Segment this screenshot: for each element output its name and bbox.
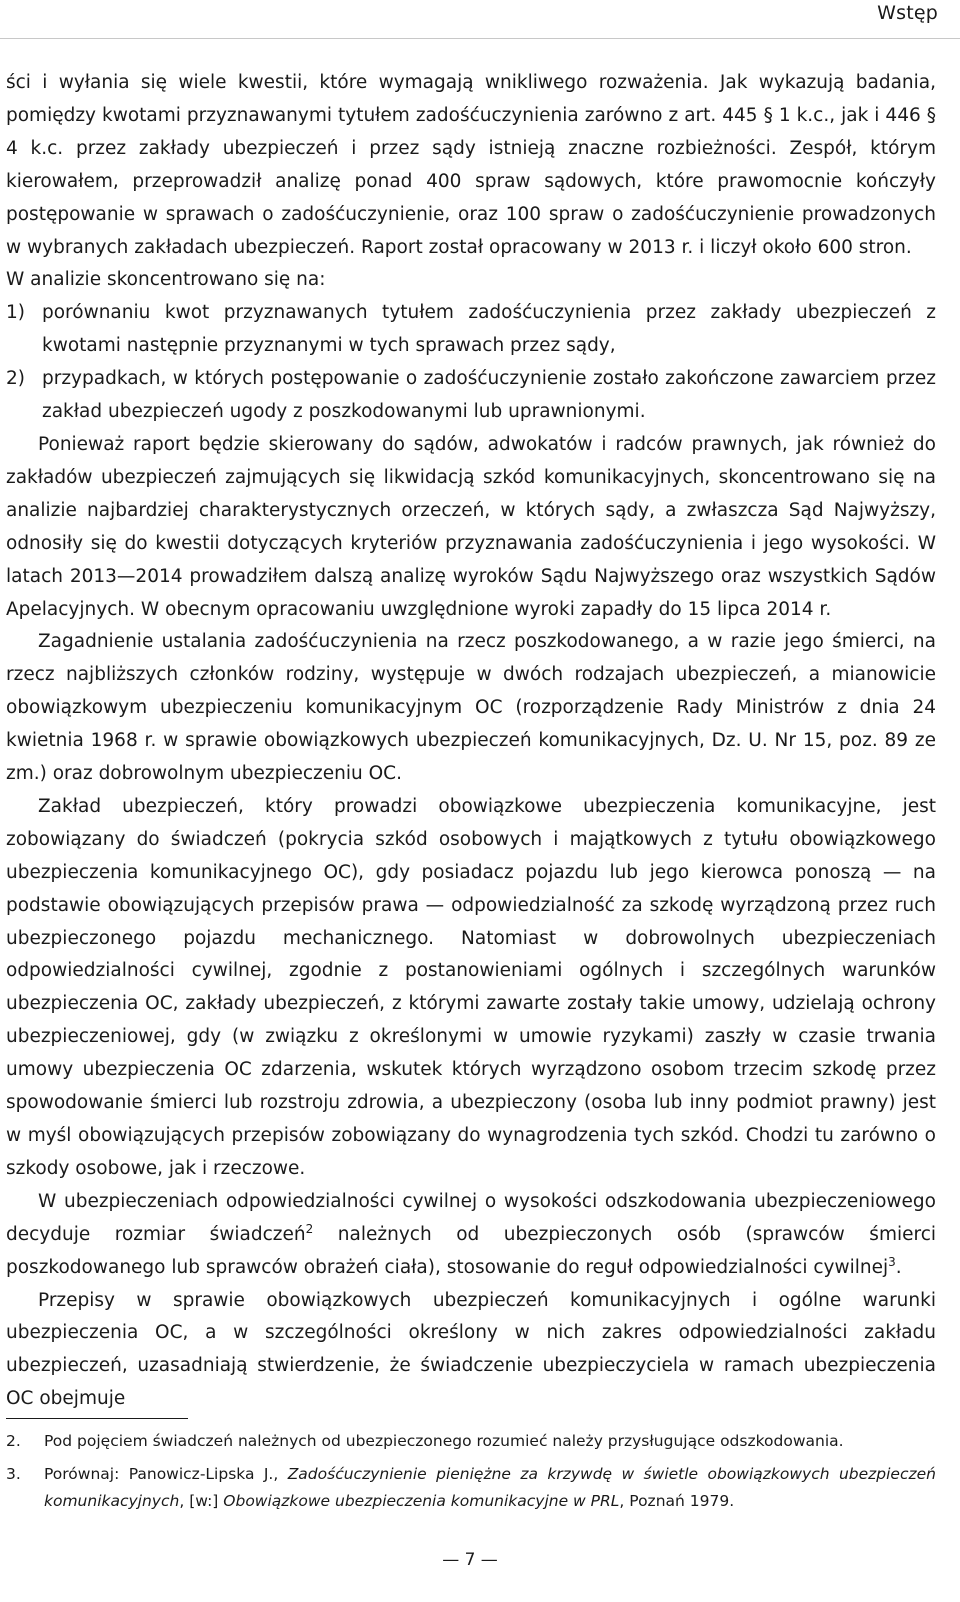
footnote-ref-2[interactable]: 2 (305, 1221, 314, 1236)
footnote-3-text-b: , [w:] (179, 1492, 224, 1510)
list-item-number: 2) (6, 368, 25, 390)
paragraph-3: Ponieważ raport będzie skierowany do sądów, adwokatów i radców prawnych, jak również do zakładów ubezpieczeń zajmujących się likwidacją szkód komunikacyjnych, skoncentrowano się na analizie najbardziej charakterystycznych orzeczeń, w których sądy, a zwłaszcza Sąd Najwyższy, odnosiły się do kwestii dotyczących kryteriów przyznawania zadośćuczynienia i jego wysokości. W latach 2013—2014 prowadziłem dalszą analizę wyroków Sądu Najwyższego oraz wszystkich Sądów Apelacyjnych. W obecnym opracowaniu uwzględnione wyroki zapadły do 15 lipca 2014 r. (6, 433, 936, 620)
paragraph-6-text-a: W ubezpieczeniach odpowiedzialności cywilnej o wysokości odszkodowania ubezpieczeniowego decyduje rozmiar świadczeń (6, 1190, 936, 1245)
analysis-list (6, 297, 936, 429)
footnote-3-text-c: , Poznań 1979. (619, 1492, 735, 1510)
list-item (6, 297, 936, 363)
list-item-number: 1) (6, 302, 25, 324)
footnote-number: 3. (6, 1465, 21, 1483)
footnote-3 (6, 1461, 936, 1515)
paragraph-2: W analizie skoncentrowano się na: (6, 269, 326, 291)
paragraph-1: ści i wyłania się wiele kwestii, które wymagają wnikliwego rozważenia. Jak wykazują badania, pomiędzy kwotami przyznawanymi tytułem zadośćuczynienia zarówno z art. 445 § 1 k.c., jak i 446 § 4 k.c. przez zakłady ubezpieczeń i przez sądy istnieją znaczne rozbieżności. Zespół, którym kierowałem, przeprowadził analizę ponad 400 spraw sądowych, które prawomocnie kończyły postępowanie w sprawach o zadośćuczynienie, oraz 100 spraw o zadośćuczynienie prowadzonych w wybranych zakładach ubezpieczeń. Raport został opracowany w 2013 r. i liczył około 600 stron. (6, 72, 936, 258)
paragraph-6 (6, 1186, 936, 1285)
page-number: — 7 — (442, 1550, 498, 1570)
footnote-text (44, 1461, 936, 1515)
page-header (0, 0, 960, 39)
paragraph-6-text-b: należnych od ubezpieczonych osób (sprawców śmierci poszkodowanego lub sprawców obrażeń ciała), stosowanie do reguł odpowiedzialności cywilnej (6, 1223, 937, 1278)
list-item (6, 363, 936, 429)
paragraph-7: Przepisy w sprawie obowiązkowych ubezpieczeń komunikacyjnych i ogólne warunki ubezpieczenia OC, a w szczególności określony w nich zakres odpowiedzialności zakładu ubezpieczeń, uzasadniają stwierdzenie, że świadczenie ubezpieczyciela w ramach ubezpieczenia OC obejmuje (6, 1289, 936, 1410)
running-head-title: Wstęp (877, 2, 938, 24)
list-item-text: przypadkach, w których postępowanie o zadośćuczynienie zostało zakończone zawarciem przez zakład ubezpieczeń ugody z poszkodowanymi lub uprawnionymi. (42, 368, 936, 423)
footnote-3-text-a: Porównaj: Panowicz-Lipska J., (44, 1465, 288, 1483)
paragraph-4: Zagadnienie ustalania zadośćuczynienia na rzecz poszkodowanego, a w razie jego śmierci, na rzecz najbliższych członków rodziny, występuje w dwóch rodzajach ubezpieczeń, a mianowicie obowiązkowym ubezpieczeniu komunikacyjnym OC (rozporządzenie Rady Ministrów z dnia 24 kwietnia 1968 r. w sprawie obowiązkowych ubezpieczeń komunikacyjnych, Dz. U. Nr 15, poz. 89 ze zm.) oraz dobrowolnym ubezpieczeniu OC. (6, 631, 936, 785)
footnote-separator (6, 1418, 188, 1419)
footnote-ref-3[interactable]: 3 (888, 1254, 896, 1269)
footnote-number: 2. (6, 1432, 21, 1450)
footnotes (6, 1428, 936, 1521)
paragraph-6-text-c: . (895, 1256, 902, 1278)
main-text (6, 67, 936, 1416)
footnote-3-collection-title: Obowiązkowe ubezpieczenia komunikacyjne w PRL (223, 1492, 620, 1510)
footnote-text: Pod pojęciem świadczeń należnych od ubezpieczonego rozumieć należy przysługujące odszkodowania. (44, 1432, 844, 1450)
footnote-2 (6, 1428, 936, 1455)
list-item-text: porównaniu kwot przyznawanych tytułem zadośćuczynienia przez zakłady ubezpieczeń z kwotami następnie przyznanymi w tych sprawach przez sądy, (42, 302, 936, 357)
paragraph-5: Zakład ubezpieczeń, który prowadzi obowiązkowe ubezpieczenia komunikacyjne, jest zobowiązany do świadczeń (pokrycia szkód osobowych i majątkowych z tytułu obowiązkowego ubezpieczenia komunikacyjnego OC), gdy posiadacz pojazdu lub jego kierowca ponoszą — na podstawie obowiązujących przepisów prawa — odpowiedzialność za szkodę wyrządzoną przez ruch ubezpieczonego pojazdu mechanicznego. Natomiast w dobrowolnych ubezpieczeniach odpowiedzialności cywilnej, zgodnie z postanowieniami ogólnych i szczególnych warunków ubezpieczenia OC, zakłady ubezpieczeń, z którymi zawarte zostały takie umowy, udzielają ochrony ubezpieczeniowej, gdy (w związku z określonymi w umowie ryzykami) zaszły w czasie trwania umowy ubezpieczenia OC zdarzenia, wskutek których wyrządzono osobom trzecim szkodę przez spowodowanie śmierci lub rozstroju zdrowia, a ubezpieczony (osoba lub inny podmiot prawny) jest w myśl obowiązujących przepisów zobowiązany do wynagrodzenia tych szkód. Chodzi tu zarówno o szkody osobowe, jak i rzeczowe. (6, 795, 936, 1179)
footnote-3-book-title: Zadośćuczynienie pieniężne za krzywdę w świetle obowiązkowych ubezpieczeń komunikacyjnych (44, 1465, 936, 1510)
